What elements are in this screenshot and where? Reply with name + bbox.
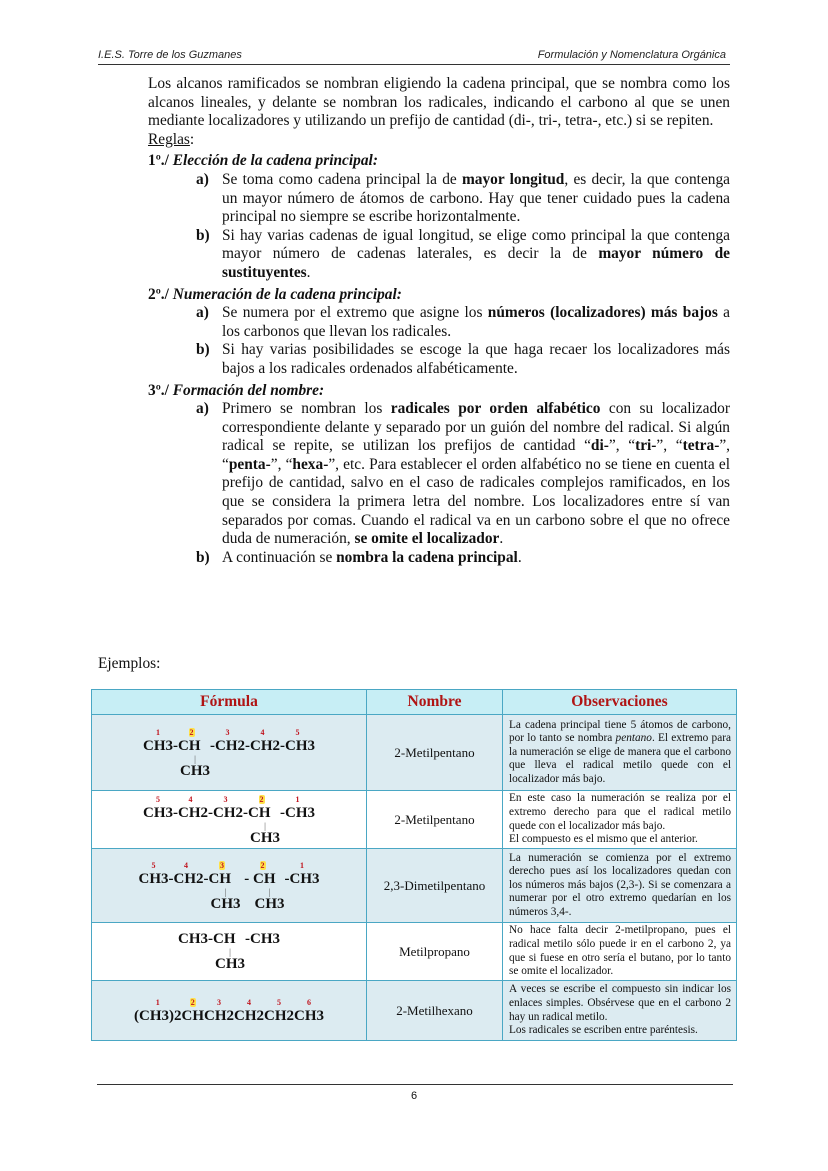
group-text: CH3 — [143, 737, 173, 754]
locator — [173, 727, 210, 738]
structural-formula — [139, 860, 320, 912]
locator — [204, 860, 241, 871]
text: , es decir, la que contenga un mayor número de átomos de carbono. Hay que tener cuidado pues la cadena principal no siempre se escribe horizontalmente. — [222, 170, 731, 226]
rules-list — [148, 152, 730, 567]
table-row — [92, 715, 737, 791]
branch-group: CH3 — [180, 762, 210, 779]
table-row — [92, 791, 737, 849]
locator — [285, 860, 320, 871]
observations-cell — [503, 849, 737, 923]
text: Se numera por el extremo que asigne los — [222, 304, 488, 322]
locator-number: 2 — [190, 998, 195, 1007]
text: a los carbonos que llevan los radicales. — [222, 304, 730, 340]
text: . El extremo para la numeración se elige de manera que el carbono que lleva el radical metilo quede con el localizador más bajo. — [509, 732, 731, 785]
group-text: - CH — [240, 870, 276, 887]
group-text: -CH2 — [173, 804, 208, 821]
compound-name: Metilpropano — [367, 923, 503, 981]
carbon-group — [245, 931, 280, 947]
header-school: I.E.S. Torre de los Guzmanes — [98, 49, 242, 61]
locator-number: 5 — [295, 727, 300, 737]
locator-number: 2 — [260, 860, 265, 870]
page-number: 6 — [410, 1090, 418, 1102]
rule-item-letter: b) — [196, 341, 210, 359]
rules-heading — [148, 131, 730, 150]
carbon-group — [169, 860, 204, 887]
document-body — [148, 75, 730, 567]
locator — [173, 794, 208, 805]
formula-cell — [92, 849, 367, 923]
compound-name: 2,3-Dimetilpentano — [367, 849, 503, 923]
branch-group: CH3 — [215, 956, 245, 972]
locator — [210, 727, 245, 738]
group-text: CH — [181, 1008, 204, 1024]
footer-rule — [97, 1084, 733, 1085]
col-header-observations: Observaciones — [503, 690, 737, 715]
text: La cadena principal tiene 5 átomos de carbono, por lo tanto se nombra — [509, 718, 731, 745]
observations-cell — [503, 791, 737, 849]
carbon-group — [234, 997, 264, 1024]
carbon-group — [245, 727, 280, 754]
rules-colon: : — [189, 130, 195, 148]
text: ”, “ — [270, 455, 293, 473]
text: En este caso la numeración se realiza por el extremo derecho para que el radical metilo quede con el localizador más bajo. — [509, 792, 731, 832]
italic-text: pentano — [615, 732, 652, 745]
bold-text: hexa- — [292, 455, 329, 473]
group-text: -CH3 — [245, 931, 280, 947]
locator — [280, 727, 315, 738]
table-row — [92, 849, 737, 923]
carbon-group — [264, 997, 294, 1024]
observations-cell — [503, 923, 737, 981]
text: El compuesto es el mismo que el anterior. — [509, 833, 698, 846]
group-text: -CH2 — [245, 737, 280, 754]
rules-label: Reglas — [148, 130, 190, 148]
locator-number: 4 — [184, 860, 188, 870]
text: ”, “ — [608, 437, 636, 455]
group-text: -CH2 — [168, 870, 204, 887]
col-header-name: Nombre — [367, 690, 503, 715]
group-text: -CH — [203, 870, 231, 887]
group-text: -CH — [208, 931, 236, 947]
locator-number: 6 — [307, 998, 311, 1007]
carbon-group — [208, 931, 245, 972]
text: Los radicales se escriben entre paréntesis. — [509, 1024, 698, 1037]
text: A continuación se — [222, 548, 337, 566]
col-header-formula: Fórmula — [92, 690, 367, 715]
text: . — [306, 263, 311, 281]
rule-item — [196, 400, 730, 549]
carbon-group — [210, 727, 245, 754]
rule-item-letter: b) — [196, 548, 210, 566]
locator — [204, 997, 234, 1008]
bold-text: di- — [590, 437, 609, 455]
compound-name: 2-Metilpentano — [367, 715, 503, 791]
text: Se toma como cadena principal la de — [222, 170, 462, 188]
text: . — [499, 530, 504, 548]
locator — [208, 794, 243, 805]
carbon-group — [143, 794, 173, 821]
locator — [139, 860, 169, 871]
rule-title: Numeración de la cadena principal: — [172, 285, 402, 303]
locator — [182, 997, 205, 1008]
group-text: -CH3 — [280, 737, 315, 754]
carbon-group — [241, 860, 285, 912]
bold-text: tetra- — [682, 437, 720, 455]
bold-text: radicales por orden alfabético — [390, 400, 601, 418]
group-text: CH3 — [294, 1008, 324, 1024]
locator — [234, 997, 264, 1008]
locator-number: 2 — [189, 727, 194, 737]
text: . — [517, 548, 522, 566]
group-text: -CH — [243, 804, 271, 821]
text: ”, “ — [656, 437, 683, 455]
carbon-group — [204, 860, 241, 912]
carbon-group — [208, 794, 243, 821]
bold-text: números (localizadores) más bajos — [487, 304, 718, 322]
bond-line: | — [229, 947, 231, 957]
text: A veces se escribe el compuesto sin indicar los enlaces simples. Obsérvese que en el carbono 2 hay un radical metilo. — [509, 983, 731, 1023]
examples-table — [91, 689, 737, 1041]
text: Primero se nombran los — [222, 400, 391, 418]
group-text: -CH — [173, 737, 201, 754]
bond-line: | — [268, 886, 271, 897]
bold-text: nombra la cadena principal — [336, 548, 518, 566]
rule-item-letter: a) — [196, 304, 209, 322]
locator — [169, 860, 204, 871]
rule-item — [196, 171, 730, 227]
rule-item-text — [222, 171, 730, 227]
carbon-group — [204, 997, 234, 1024]
text: ”, “ — [222, 437, 731, 473]
locator — [280, 794, 315, 805]
locator-number: 3 — [220, 860, 224, 870]
text: ”, etc. Para establecer el orden alfabético no se tiene en cuenta el prefijo de cantidad, salvo en el caso de radicales complejos ramificados, en los que se considera la primera letra del nombre. Los localizadores entre sí van separados por comas. Cuando el radical va en un carbono sobre el que no ofrece duda de numeración, — [222, 455, 731, 548]
locator — [134, 997, 182, 1008]
table-row — [92, 981, 737, 1041]
carbon-group — [285, 860, 320, 887]
group-text: CH3 — [143, 804, 173, 821]
locator-number: 1 — [295, 794, 300, 804]
branch-group: CH3 — [254, 895, 285, 912]
locator — [294, 997, 324, 1008]
rule-title: Elección de la cadena principal: — [172, 152, 378, 170]
locator-number: 3 — [217, 998, 221, 1007]
rule-item-letter: b) — [196, 226, 210, 244]
rule-item-text — [222, 227, 730, 283]
bond-line: | — [264, 820, 266, 831]
carbon-group — [182, 997, 205, 1024]
carbon-group — [173, 727, 210, 779]
rule-number: 1º./ — [148, 152, 169, 170]
locator — [143, 727, 173, 738]
text: Si hay varias cadenas de igual longitud, se elige como principal la que contenga mayor número de cadenas laterales, es decir la de — [222, 226, 730, 263]
locator — [245, 727, 280, 738]
formula-cell — [92, 923, 367, 981]
locator-number: 1 — [300, 860, 304, 870]
page-header — [98, 48, 730, 65]
locator — [241, 860, 285, 871]
structural-formula — [134, 997, 324, 1024]
rule-number: 3º./ — [148, 381, 169, 399]
group-text: CH2 — [204, 1008, 234, 1024]
structural-formula — [143, 727, 315, 779]
group-text: CH2 — [264, 1008, 294, 1024]
text: con su localizador correspondiente delante y separado por un guión del nombre del radical. Si algún radical se repite, se utilizan los prefijos de cantidad “ — [222, 400, 730, 455]
carbon-group — [280, 727, 315, 754]
formula-cell — [92, 715, 367, 791]
bold-text: penta- — [228, 455, 271, 473]
locator-number: 1 — [155, 998, 160, 1007]
examples-label: Ejemplos: — [98, 655, 161, 672]
rule-item-text — [222, 304, 730, 341]
rule-item — [196, 227, 730, 283]
group-text: CH3 — [178, 931, 208, 947]
rule-heading — [148, 382, 730, 401]
locator-number: 4 — [188, 794, 193, 804]
bond-line: | — [194, 753, 196, 764]
carbon-group — [280, 794, 315, 821]
locator-number: 4 — [247, 998, 251, 1007]
rule-heading — [148, 152, 730, 171]
carbon-group — [173, 794, 208, 821]
locator-number: 1 — [156, 727, 160, 737]
locator-number: 4 — [260, 727, 265, 737]
rule-item-text — [222, 341, 730, 378]
carbon-group — [134, 997, 182, 1024]
intro-paragraph: Los alcanos ramificados se nombran eligiendo la cadena principal, que se nombra como los alcanos lineales, y delante se nombran los radicales, indicando el carbono al que se unen mediante localizadores y utilizando un prefijo de cantidad (di-, tri-, tetra-, etc.) si se repiten. — [148, 75, 730, 130]
text: No hace falta decir 2-metilpropano, pues el radical metilo sólo puede ir en el carbono 2, ya que si fuese en otro sería el butano, por lo tanto se omite el localizador. — [509, 924, 731, 978]
bold-text: mayor número de sustituyentes — [222, 245, 730, 281]
text: La numeración se comienza por el extremo derecho pues así los localizadores quedan con los números más bajos (2,3-). Si se comenzara a numerar por el otro extremo quedarían en los números 3,4-. — [509, 851, 731, 918]
group-text: CH2 — [234, 1008, 264, 1024]
compound-name: 2-Metilpentano — [367, 791, 503, 849]
rule-item-text — [222, 549, 730, 568]
rule-item — [196, 304, 730, 341]
formula-cell — [92, 791, 367, 849]
carbon-group — [139, 860, 169, 887]
carbon-group — [178, 931, 208, 947]
branch-group: CH3 — [210, 895, 241, 912]
bond-line: | — [224, 886, 227, 897]
carbon-group — [294, 997, 324, 1024]
rule-item-letter: a) — [196, 400, 209, 418]
formula-cell — [92, 981, 367, 1041]
group-text: -CH3 — [284, 870, 320, 887]
group-text: -CH3 — [280, 804, 315, 821]
locator-number: 5 — [151, 860, 156, 870]
compound-name: 2-Metilhexano — [367, 981, 503, 1041]
group-text: -CH2 — [210, 737, 245, 754]
group-text: CH3 — [138, 870, 169, 887]
rule-title: Formación del nombre: — [172, 381, 325, 399]
group-text: (CH3)2 — [134, 1008, 182, 1024]
rule-item-text — [222, 400, 730, 549]
structural-formula — [178, 931, 280, 972]
rule-item — [196, 341, 730, 378]
bold-text: mayor longitud — [461, 170, 565, 188]
locator — [264, 997, 294, 1008]
observations-cell — [503, 715, 737, 791]
table-row — [92, 923, 737, 981]
text: Si hay varias posibilidades se escoge la que haga recaer los localizadores más bajos a los radicales ordenados alfabéticamente. — [222, 341, 730, 377]
carbon-group — [143, 727, 173, 754]
carbon-group — [243, 794, 280, 846]
rule-item-letter: a) — [196, 170, 209, 188]
observations-cell — [503, 981, 737, 1041]
rule-heading — [148, 286, 730, 305]
rule-item — [196, 549, 730, 568]
branch-group: CH3 — [250, 829, 280, 846]
bold-text: tri- — [635, 437, 657, 455]
rule-number: 2º./ — [148, 285, 169, 303]
bold-text: se omite el localizador — [354, 530, 500, 548]
structural-formula — [143, 794, 315, 846]
locator — [243, 794, 280, 805]
locator-number: 5 — [277, 998, 281, 1007]
locator-number: 3 — [225, 727, 230, 737]
locator-number: 5 — [156, 794, 160, 804]
locator-number: 3 — [223, 794, 228, 804]
locator-number: 2 — [259, 794, 264, 804]
header-subject: Formulación y Nomenclatura Orgánica — [537, 49, 726, 61]
group-text: -CH2 — [208, 804, 243, 821]
locator — [143, 794, 173, 805]
